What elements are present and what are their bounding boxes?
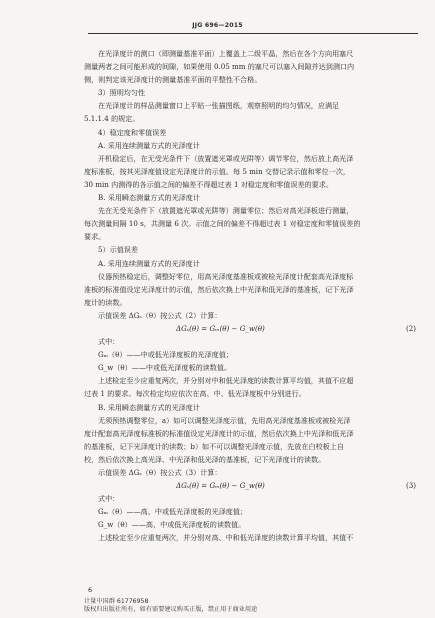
paragraph-line: 度计配套高光泽度标准板的标准值设定光泽度计的示值，然后依次换上中光泽和低光泽: [84, 428, 354, 438]
paragraph-line: 上述检定至少应重复两次，并分别对高、中和低光泽度的读数计算平均值，其值不: [98, 533, 354, 543]
paragraph-line: 式中：: [98, 494, 120, 504]
variable-definition: G_w（θ）——中或低光泽度板的读数值。: [98, 363, 232, 373]
subsection-heading: B. 采用瞬态测量方式的光泽度计: [98, 402, 200, 412]
variable-definition: Gₘ（θ）——高、中或低光泽度板的光泽度值；: [98, 507, 248, 517]
paragraph-line: 的基准板，记下光泽度计的读数；b）如不可以调整光泽度示值，先放在白校板上自: [84, 441, 344, 451]
equation-3: [84, 479, 420, 492]
footer-line: 版权归出版社所有，如有需要建议购买正版，禁止用于商业用途: [84, 606, 258, 613]
section-heading: 5）示值误差: [98, 245, 138, 255]
equation-formula: ΔGₛ(θ) = Gₘ(θ) − G_w(θ): [176, 481, 265, 491]
body-text: [84, 47, 420, 545]
paragraph-line: 5.1.1.4 的规定。: [84, 114, 140, 124]
paragraph-line: 在光泽度计的测口（即测量基准平面）上覆盖上二级平晶，然后在各个方向用塞尺: [98, 49, 354, 58]
paragraph-line: 30 min 内测得的各示值之间的偏差不得超过表 1 对稳定度和零值误差的要求。: [84, 179, 333, 189]
equation-formula: ΔGₛ(θ) = Gₘ(θ) − G_w(θ): [176, 323, 265, 333]
paragraph-line: 在光泽度计的样品测量窗口上平贴一张描图纸，观察照明的均匀情况，应满足: [98, 101, 340, 111]
page-header: JJG 696—2015: [192, 22, 243, 29]
variable-definition: G_w（θ）——高、中或低光泽度板的读数值。: [98, 520, 246, 530]
page-number: 6: [88, 586, 93, 594]
equation-number: (3): [405, 481, 416, 491]
paragraph-line: 度计的读数。: [84, 297, 127, 307]
paragraph-line: 测量两者之间可能形成的间隙，如果使用 0.05 mm 的塞尺可以塞入间隙并达到测口内: [84, 62, 355, 72]
paragraph-line: 先在无受光条件下（放置遮光罩或光阱等）测量零位；然后对高光泽板进行测量，: [98, 206, 354, 216]
footer-line: 计量中国群 61776958: [84, 598, 149, 605]
subsection-heading: B. 采用瞬态测量方式的光泽度计: [98, 193, 200, 203]
variable-definition: Gₘ（θ）——中或低光泽度板的光泽度值；: [98, 350, 233, 360]
paragraph-line: 示值误差 ΔGₛ（θ）按公式（2）计算：: [98, 310, 222, 320]
equation-2: [84, 322, 420, 335]
paragraph-line: 上述检定至少应重复两次，并分别对中和低光泽度的读数计算平均值，其值不应超: [98, 376, 354, 386]
paragraph-line: 度标准板，按其光泽度值设定光泽度计的示值。每 5 min 交替记录示值和零位一次，: [84, 166, 351, 176]
paragraph-line: 准板的标准值设定光泽度计的示值，然后依次换上中光泽和低光泽的基准板，记下光泽: [84, 284, 354, 294]
paragraph-line: 示值误差 ΔGₛ（θ）按公式（3）计算：: [98, 468, 222, 477]
equation-number: (2): [405, 323, 416, 333]
paragraph-line: 开机稳定后，在无受光条件下（放置遮光罩或光阱等）调节零位，然后放上高光泽: [98, 153, 354, 163]
paragraph-line: 每次测量间隔 10 s，共测量 6 次。示值之间的偏差不得超过表 1 对稳定度和零值误差的: [84, 219, 361, 229]
paragraph-line: 式中：: [98, 337, 120, 347]
paragraph-line: 要求。: [84, 232, 106, 242]
section-heading: 3）照明均匀性: [98, 88, 146, 98]
paragraph-line: 过表 1 的要求。每次检定均应依次在高、中、低光泽度板中分别进行。: [84, 389, 306, 399]
paragraph-line: 侧，则判定该光泽度计的测量基准平面的平整性不合格。: [84, 75, 262, 85]
footer-watermark: [84, 598, 257, 614]
subsection-heading: A. 采用连续测量方式的光泽度计: [98, 258, 200, 268]
paragraph-line: 校，然后依次换上高光泽、中光泽和低光泽的基准板，记下光泽度计的读数。: [84, 454, 326, 464]
section-heading: 4）稳定度和零值误差: [98, 127, 167, 137]
header-rule: [88, 33, 418, 34]
paragraph-line: 无须预热调整零位，a）如可以调整光泽度示值，先用高光泽度基准板或被检光泽: [98, 415, 351, 425]
subsection-heading: A. 采用连续测量方式的光泽度计: [98, 140, 200, 150]
paragraph-line: 仪器预热稳定后，调整好零位，用高光泽度基准板或被检光泽度计配套高光泽度标: [98, 271, 354, 281]
